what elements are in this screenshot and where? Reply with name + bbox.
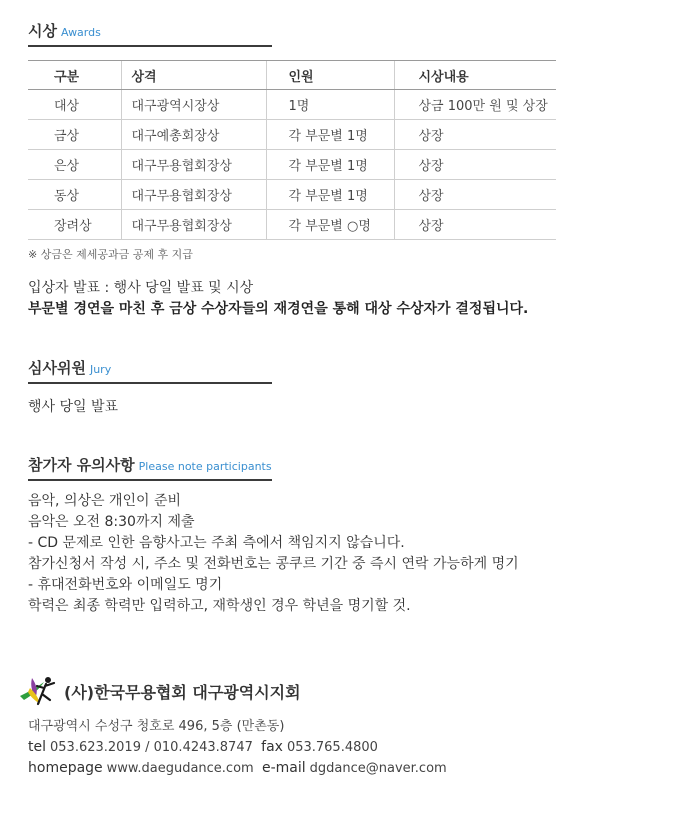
list-item: - CD 문제로 인한 음향사고는 주최 측에서 책임지지 않습니다. bbox=[28, 535, 405, 551]
dancer-logo-icon bbox=[18, 674, 58, 708]
winner-announcement: 입상자 발표 : 행사 당일 발표 및 시상 bbox=[28, 280, 254, 296]
header-category: 구분 bbox=[28, 61, 121, 90]
table-cell: 대구무용협회장상 bbox=[121, 210, 266, 240]
fax-label: fax bbox=[261, 739, 283, 755]
tel-number: 053.623.2019 / 010.4243.8747 bbox=[50, 740, 253, 755]
participant-notes-list bbox=[28, 491, 519, 617]
awards-title: 시상 bbox=[28, 22, 57, 40]
tel-label: tel bbox=[28, 739, 46, 755]
fax-number: 053.765.4800 bbox=[286, 740, 378, 755]
awards-table bbox=[28, 60, 556, 240]
web-line bbox=[28, 758, 447, 779]
contact-info bbox=[28, 716, 447, 779]
table-cell: 동상 bbox=[28, 180, 121, 210]
jury-title: 심사위원 bbox=[28, 359, 86, 377]
list-item: 참가신청서 작성 시, 주소 및 전화번호는 콩쿠르 기간 중 즉시 연락 가능하게 명기 bbox=[28, 556, 519, 572]
prize-tax-note: ※ 상금은 제세공과금 공제 후 지급 bbox=[28, 248, 193, 261]
organization-name: (사)한국무용협회 대구광역시지회 bbox=[64, 682, 301, 702]
table-cell: 상장 bbox=[394, 150, 556, 180]
table-cell: 상장 bbox=[394, 180, 556, 210]
header-count: 인원 bbox=[266, 61, 394, 90]
awards-section-header bbox=[28, 20, 272, 47]
table-row bbox=[28, 150, 556, 180]
table-cell: 은상 bbox=[28, 150, 121, 180]
table-cell: 대상 bbox=[28, 90, 121, 120]
table-cell: 각 부문별 1명 bbox=[266, 120, 394, 150]
table-row bbox=[28, 90, 556, 120]
header-award-title: 상격 bbox=[121, 61, 266, 90]
address: 대구광역시 수성구 청호로 496, 5층 (만촌동) bbox=[28, 719, 285, 734]
table-cell: 각 부문별 1명 bbox=[266, 180, 394, 210]
list-item: 음악, 의상은 개인이 준비 bbox=[28, 493, 182, 509]
organization-header bbox=[18, 674, 301, 708]
table-cell: 상금 100만 원 및 상장 bbox=[394, 90, 556, 120]
awards-subtitle: Awards bbox=[60, 26, 101, 39]
jury-section-header bbox=[28, 357, 272, 384]
table-cell: 금상 bbox=[28, 120, 121, 150]
jury-text: 행사 당일 발표 bbox=[28, 399, 119, 415]
table-cell: 대구무용협회장상 bbox=[121, 180, 266, 210]
table-cell: 각 부문별 1명 bbox=[266, 150, 394, 180]
table-cell: 대구무용협회장상 bbox=[121, 150, 266, 180]
table-row bbox=[28, 180, 556, 210]
list-item: 학력은 최종 학력만 입력하고, 재학생인 경우 학년을 명기할 것. bbox=[28, 598, 411, 614]
table-cell: 대구광역시장상 bbox=[121, 90, 266, 120]
phone-line bbox=[28, 737, 447, 758]
table-cell: 각 부문별 ○명 bbox=[266, 210, 394, 240]
table-row bbox=[28, 210, 556, 240]
table-cell: 상장 bbox=[394, 120, 556, 150]
homepage-label: homepage bbox=[28, 760, 103, 776]
notes-section-header bbox=[28, 454, 272, 481]
jury-subtitle: Jury bbox=[89, 363, 112, 376]
final-round-notice: 부문별 경연을 마친 후 금상 수상자들의 재경연을 통해 대상 수상자가 결정됩니다. bbox=[28, 301, 529, 317]
table-row bbox=[28, 120, 556, 150]
homepage-link[interactable]: www.daegudance.com bbox=[106, 761, 254, 776]
header-prize: 시상내용 bbox=[394, 61, 556, 90]
notes-title: 참가자 유의사항 bbox=[28, 456, 135, 474]
announcement-block bbox=[28, 278, 528, 320]
table-cell: 상장 bbox=[394, 210, 556, 240]
table-cell: 장려상 bbox=[28, 210, 121, 240]
email-link[interactable]: dgdance@naver.com bbox=[309, 761, 447, 776]
list-item: 음악은 오전 8:30까지 제출 bbox=[28, 514, 195, 530]
email-label: e-mail bbox=[261, 760, 306, 776]
list-item: - 휴대전화번호와 이메일도 명기 bbox=[28, 577, 223, 593]
table-cell: 1명 bbox=[266, 90, 394, 120]
table-cell: 대구예총회장상 bbox=[121, 120, 266, 150]
notes-subtitle: Please note participants bbox=[138, 460, 272, 473]
awards-table-header-row bbox=[28, 61, 556, 90]
